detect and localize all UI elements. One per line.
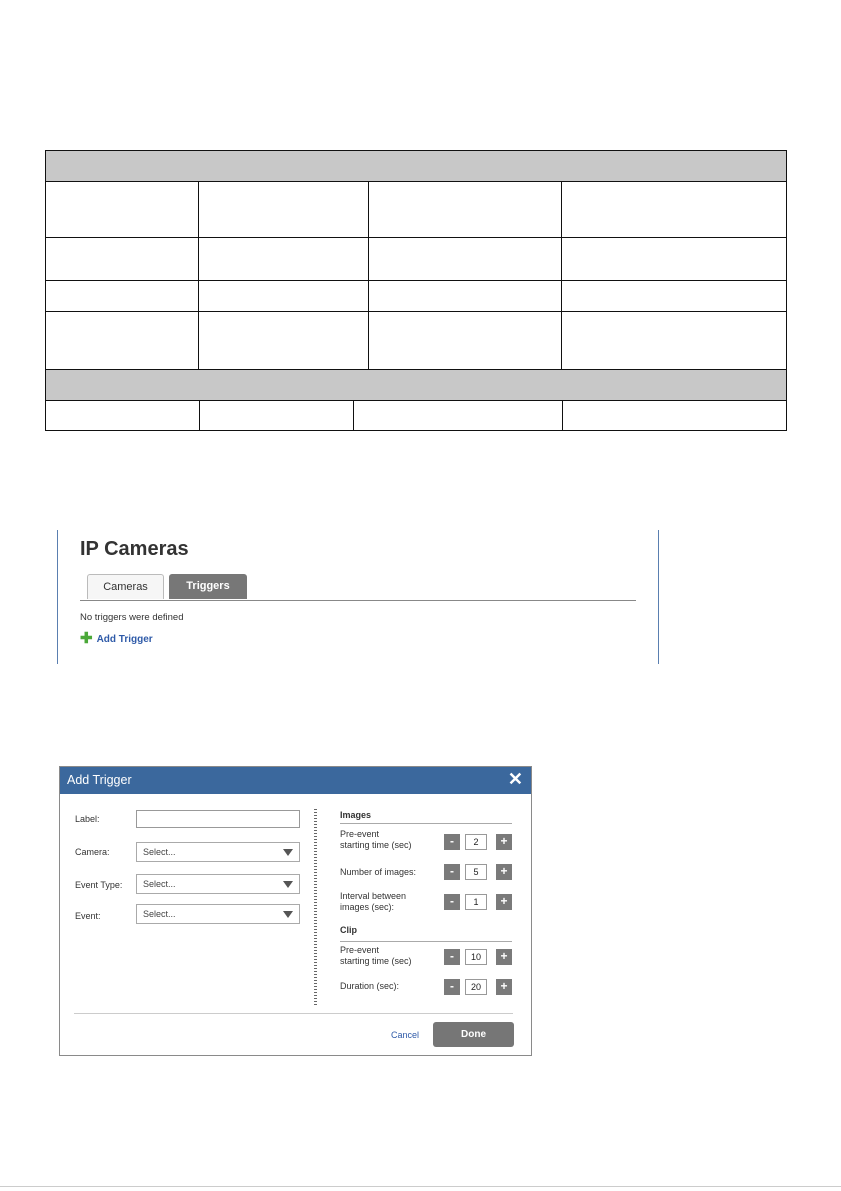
interval-label	[340, 891, 406, 913]
label-line: Pre-event	[340, 945, 380, 955]
chevron-down-icon	[283, 881, 293, 888]
interval-plus-button[interactable]: +	[496, 894, 512, 910]
chevron-down-icon	[283, 849, 293, 856]
interval-input[interactable]: 1	[465, 894, 487, 910]
images-pre-event-minus-button[interactable]: -	[444, 834, 460, 850]
chevron-down-icon	[283, 911, 293, 918]
event-type-select-value: Select...	[143, 879, 176, 889]
camera-select-value: Select...	[143, 847, 176, 857]
images-section-title: Images	[340, 810, 372, 820]
page-title: IP Cameras	[80, 538, 189, 560]
dialog-title: Add Trigger	[67, 773, 132, 787]
done-button[interactable]: Done	[433, 1022, 514, 1047]
table-row-divider	[46, 237, 786, 238]
images-pre-event-label	[340, 829, 412, 851]
interval-minus-button[interactable]: -	[444, 894, 460, 910]
duration-minus-button[interactable]: -	[444, 979, 460, 995]
section-divider	[340, 823, 512, 824]
label-line: starting time (sec)	[340, 840, 412, 850]
panel-left-border	[57, 530, 58, 664]
dialog-footer-divider	[74, 1013, 513, 1014]
clip-pre-event-input[interactable]: 10	[465, 949, 487, 965]
cancel-button[interactable]: Cancel	[391, 1030, 420, 1040]
label-line: starting time (sec)	[340, 956, 412, 966]
label-line: Pre-event	[340, 829, 380, 839]
event-select[interactable]	[136, 904, 300, 924]
table-header-band-1	[46, 151, 786, 182]
table-col-divider	[562, 400, 563, 430]
duration-plus-button[interactable]: +	[496, 979, 512, 995]
plus-icon: ✚	[80, 630, 93, 647]
empty-state-message: No triggers were defined	[80, 612, 184, 623]
tab-bar	[80, 574, 636, 601]
table-col-divider	[353, 400, 354, 430]
event-type-select[interactable]	[136, 874, 300, 894]
clip-pre-event-label	[340, 945, 412, 967]
tab-triggers[interactable]: Triggers	[169, 574, 247, 599]
add-trigger-label: Add Trigger	[96, 634, 153, 645]
duration-input[interactable]: 20	[465, 979, 487, 995]
table-col-divider	[199, 400, 200, 430]
label-line: Interval between	[340, 891, 407, 901]
add-trigger-dialog	[59, 766, 532, 1056]
clip-section-title: Clip	[340, 925, 357, 935]
table-col-divider	[368, 181, 369, 369]
section-divider	[340, 941, 512, 942]
clip-pre-event-minus-button[interactable]: -	[444, 949, 460, 965]
duration-label: Duration (sec):	[340, 981, 400, 991]
dialog-header	[60, 767, 531, 794]
number-of-images-input[interactable]: 5	[465, 864, 487, 880]
label-field-label: Label:	[75, 814, 100, 824]
empty-table	[45, 150, 787, 431]
column-divider	[314, 809, 317, 1005]
panel-right-border	[658, 530, 659, 664]
table-header-band-2	[46, 369, 786, 401]
table-row-divider	[46, 311, 786, 312]
camera-select[interactable]	[136, 842, 300, 862]
number-of-images-label: Number of images:	[340, 867, 417, 877]
table-row-divider	[46, 280, 786, 281]
event-field-label: Event:	[75, 911, 101, 921]
camera-field-label: Camera:	[75, 847, 110, 857]
images-pre-event-input[interactable]: 2	[465, 834, 487, 850]
page-footer-rule	[0, 1186, 841, 1187]
label-line: images (sec):	[340, 902, 395, 912]
close-icon[interactable]: ✕	[507, 769, 523, 789]
label-input[interactable]	[136, 810, 300, 828]
event-select-value: Select...	[143, 909, 176, 919]
event-type-field-label: Event Type:	[75, 880, 123, 890]
clip-pre-event-plus-button[interactable]: +	[496, 949, 512, 965]
add-trigger-link[interactable]	[80, 629, 153, 647]
ip-cameras-panel	[57, 530, 659, 664]
table-col-divider	[198, 181, 199, 369]
number-of-images-plus-button[interactable]: +	[496, 864, 512, 880]
number-of-images-minus-button[interactable]: -	[444, 864, 460, 880]
tab-cameras[interactable]: Cameras	[87, 574, 164, 599]
images-pre-event-plus-button[interactable]: +	[496, 834, 512, 850]
table-col-divider	[561, 181, 562, 369]
